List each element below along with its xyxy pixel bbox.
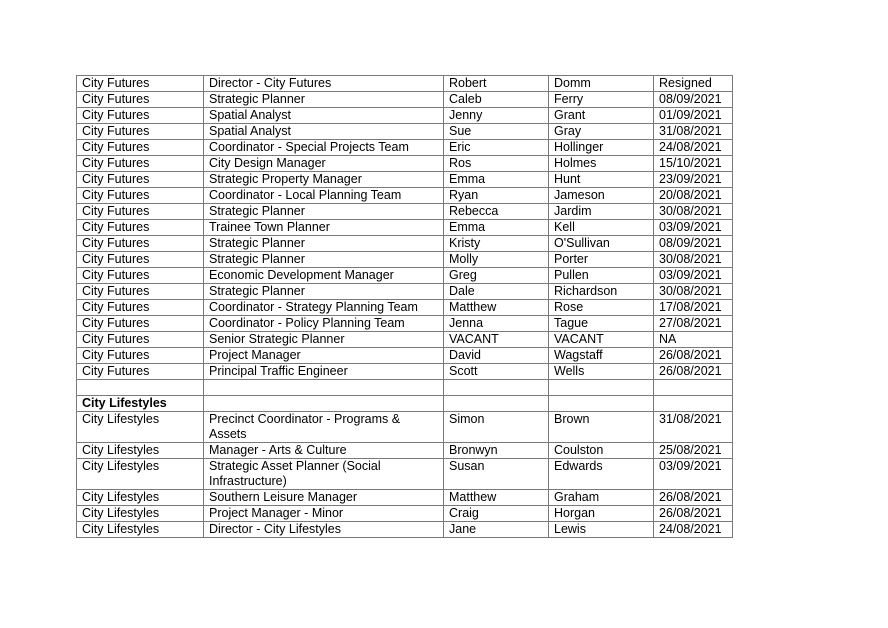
department-cell: City Futures (77, 316, 204, 332)
last-name-cell: Jameson (549, 188, 654, 204)
position-cell: Coordinator - Policy Planning Team (204, 316, 444, 332)
first-name-cell: Molly (444, 252, 549, 268)
table-row (77, 332, 733, 348)
position-cell: Director - City Futures (204, 76, 444, 92)
last-name-cell: O'Sullivan (549, 236, 654, 252)
first-name-cell: Caleb (444, 92, 549, 108)
position-cell: Strategic Property Manager (204, 172, 444, 188)
last-name-cell: Brown (549, 412, 654, 443)
table-row (77, 348, 733, 364)
position-cell: Economic Development Manager (204, 268, 444, 284)
date-cell: 26/08/2021 (654, 348, 733, 364)
first-name-cell: Craig (444, 506, 549, 522)
section-title: City Lifestyles (77, 396, 204, 412)
position-cell: Principal Traffic Engineer (204, 364, 444, 380)
position-cell: Coordinator - Special Projects Team (204, 140, 444, 156)
last-name-cell: Pullen (549, 268, 654, 284)
department-cell: City Lifestyles (77, 490, 204, 506)
date-cell: 08/09/2021 (654, 92, 733, 108)
table-row (77, 300, 733, 316)
department-cell: City Futures (77, 188, 204, 204)
last-name-cell: Wagstaff (549, 348, 654, 364)
position-cell: Strategic Planner (204, 204, 444, 220)
table-row (77, 380, 733, 396)
department-cell: City Futures (77, 204, 204, 220)
department-cell: City Futures (77, 108, 204, 124)
position-cell: Project Manager - Minor (204, 506, 444, 522)
date-cell: 25/08/2021 (654, 443, 733, 459)
position-cell: Spatial Analyst (204, 124, 444, 140)
position-cell (204, 380, 444, 396)
first-name-cell: Matthew (444, 490, 549, 506)
last-name-cell: Tague (549, 316, 654, 332)
last-name-cell (549, 380, 654, 396)
date-cell: 03/09/2021 (654, 220, 733, 236)
first-name-cell: Sue (444, 124, 549, 140)
date-cell: 27/08/2021 (654, 316, 733, 332)
last-name-cell: Domm (549, 76, 654, 92)
position-cell: Spatial Analyst (204, 108, 444, 124)
last-name-cell: VACANT (549, 332, 654, 348)
last-name-cell: Grant (549, 108, 654, 124)
table-row (77, 268, 733, 284)
table-row (77, 412, 733, 443)
position-cell: Director - City Lifestyles (204, 522, 444, 538)
position-cell: City Design Manager (204, 156, 444, 172)
department-cell: City Futures (77, 284, 204, 300)
first-name-cell: Greg (444, 268, 549, 284)
first-name-cell: Scott (444, 364, 549, 380)
position-cell: Project Manager (204, 348, 444, 364)
department-cell: City Futures (77, 364, 204, 380)
first-name-cell: Eric (444, 140, 549, 156)
first-name-cell: Simon (444, 412, 549, 443)
last-name-cell: Horgan (549, 506, 654, 522)
first-name-cell (444, 380, 549, 396)
department-cell: City Futures (77, 300, 204, 316)
department-cell: City Futures (77, 236, 204, 252)
position-cell: Senior Strategic Planner (204, 332, 444, 348)
date-cell: 15/10/2021 (654, 156, 733, 172)
last-name-cell: Coulston (549, 443, 654, 459)
department-cell: City Lifestyles (77, 522, 204, 538)
table-row (77, 506, 733, 522)
last-name-cell: Hunt (549, 172, 654, 188)
date-cell: 31/08/2021 (654, 124, 733, 140)
department-cell: City Futures (77, 268, 204, 284)
table-row (77, 316, 733, 332)
last-name-cell: Rose (549, 300, 654, 316)
first-name-cell: Robert (444, 76, 549, 92)
first-name-cell: Dale (444, 284, 549, 300)
table-row (77, 92, 733, 108)
first-name-cell: Matthew (444, 300, 549, 316)
last-name-cell: Graham (549, 490, 654, 506)
last-name-cell: Richardson (549, 284, 654, 300)
first-name-cell: Susan (444, 459, 549, 490)
position-cell: Precinct Coordinator - Programs & Assets (204, 412, 444, 443)
table-row (77, 188, 733, 204)
first-name-cell: Kristy (444, 236, 549, 252)
first-name-cell (444, 396, 549, 412)
department-cell: City Futures (77, 332, 204, 348)
table-row (77, 490, 733, 506)
date-cell: 31/08/2021 (654, 412, 733, 443)
department-cell: City Futures (77, 348, 204, 364)
department-cell: City Lifestyles (77, 412, 204, 443)
position-cell: Strategic Planner (204, 252, 444, 268)
first-name-cell: Emma (444, 172, 549, 188)
table-row (77, 156, 733, 172)
last-name-cell: Edwards (549, 459, 654, 490)
table-row (77, 236, 733, 252)
position-cell: Coordinator - Strategy Planning Team (204, 300, 444, 316)
department-cell: City Futures (77, 252, 204, 268)
date-cell: 26/08/2021 (654, 506, 733, 522)
section-header-row (77, 396, 733, 412)
first-name-cell: Jane (444, 522, 549, 538)
date-cell: 23/09/2021 (654, 172, 733, 188)
department-cell: City Lifestyles (77, 459, 204, 490)
table-row (77, 204, 733, 220)
department-cell: City Futures (77, 124, 204, 140)
date-cell: 30/08/2021 (654, 252, 733, 268)
table-row (77, 443, 733, 459)
position-cell (204, 396, 444, 412)
date-cell: 03/09/2021 (654, 459, 733, 490)
date-cell: 24/08/2021 (654, 522, 733, 538)
last-name-cell: Gray (549, 124, 654, 140)
department-cell: City Lifestyles (77, 506, 204, 522)
position-cell: Strategic Planner (204, 284, 444, 300)
position-cell: Manager - Arts & Culture (204, 443, 444, 459)
department-cell: City Futures (77, 156, 204, 172)
table-row (77, 459, 733, 490)
first-name-cell: Rebecca (444, 204, 549, 220)
first-name-cell: Bronwyn (444, 443, 549, 459)
position-cell: Southern Leisure Manager (204, 490, 444, 506)
position-cell: Strategic Planner (204, 236, 444, 252)
last-name-cell: Ferry (549, 92, 654, 108)
date-cell (654, 380, 733, 396)
department-cell (77, 380, 204, 396)
position-cell: Strategic Asset Planner (Social Infrastructure) (204, 459, 444, 490)
date-cell: 08/09/2021 (654, 236, 733, 252)
table-row (77, 124, 733, 140)
date-cell: 30/08/2021 (654, 284, 733, 300)
table-row (77, 252, 733, 268)
first-name-cell: Jenny (444, 108, 549, 124)
date-cell: 17/08/2021 (654, 300, 733, 316)
date-cell: 01/09/2021 (654, 108, 733, 124)
date-cell: 03/09/2021 (654, 268, 733, 284)
table-row (77, 108, 733, 124)
table-row (77, 140, 733, 156)
table-row (77, 284, 733, 300)
first-name-cell: David (444, 348, 549, 364)
date-cell: 20/08/2021 (654, 188, 733, 204)
first-name-cell: Emma (444, 220, 549, 236)
date-cell: Resigned (654, 76, 733, 92)
table-row (77, 364, 733, 380)
last-name-cell: Porter (549, 252, 654, 268)
last-name-cell: Lewis (549, 522, 654, 538)
table-row (77, 220, 733, 236)
last-name-cell (549, 396, 654, 412)
staff-table-body (77, 76, 733, 538)
date-cell (654, 396, 733, 412)
department-cell: City Futures (77, 220, 204, 236)
first-name-cell: Ryan (444, 188, 549, 204)
date-cell: 26/08/2021 (654, 490, 733, 506)
date-cell: 26/08/2021 (654, 364, 733, 380)
position-cell: Trainee Town Planner (204, 220, 444, 236)
department-cell: City Futures (77, 140, 204, 156)
department-cell: City Lifestyles (77, 443, 204, 459)
date-cell: 30/08/2021 (654, 204, 733, 220)
table-row (77, 172, 733, 188)
date-cell: 24/08/2021 (654, 140, 733, 156)
last-name-cell: Kell (549, 220, 654, 236)
first-name-cell: Jenna (444, 316, 549, 332)
department-cell: City Futures (77, 92, 204, 108)
staff-table (76, 75, 733, 538)
last-name-cell: Jardim (549, 204, 654, 220)
first-name-cell: VACANT (444, 332, 549, 348)
table-row (77, 522, 733, 538)
department-cell: City Futures (77, 172, 204, 188)
table-row (77, 76, 733, 92)
first-name-cell: Ros (444, 156, 549, 172)
department-cell: City Futures (77, 76, 204, 92)
date-cell: NA (654, 332, 733, 348)
position-cell: Coordinator - Local Planning Team (204, 188, 444, 204)
position-cell: Strategic Planner (204, 92, 444, 108)
last-name-cell: Hollinger (549, 140, 654, 156)
last-name-cell: Wells (549, 364, 654, 380)
last-name-cell: Holmes (549, 156, 654, 172)
